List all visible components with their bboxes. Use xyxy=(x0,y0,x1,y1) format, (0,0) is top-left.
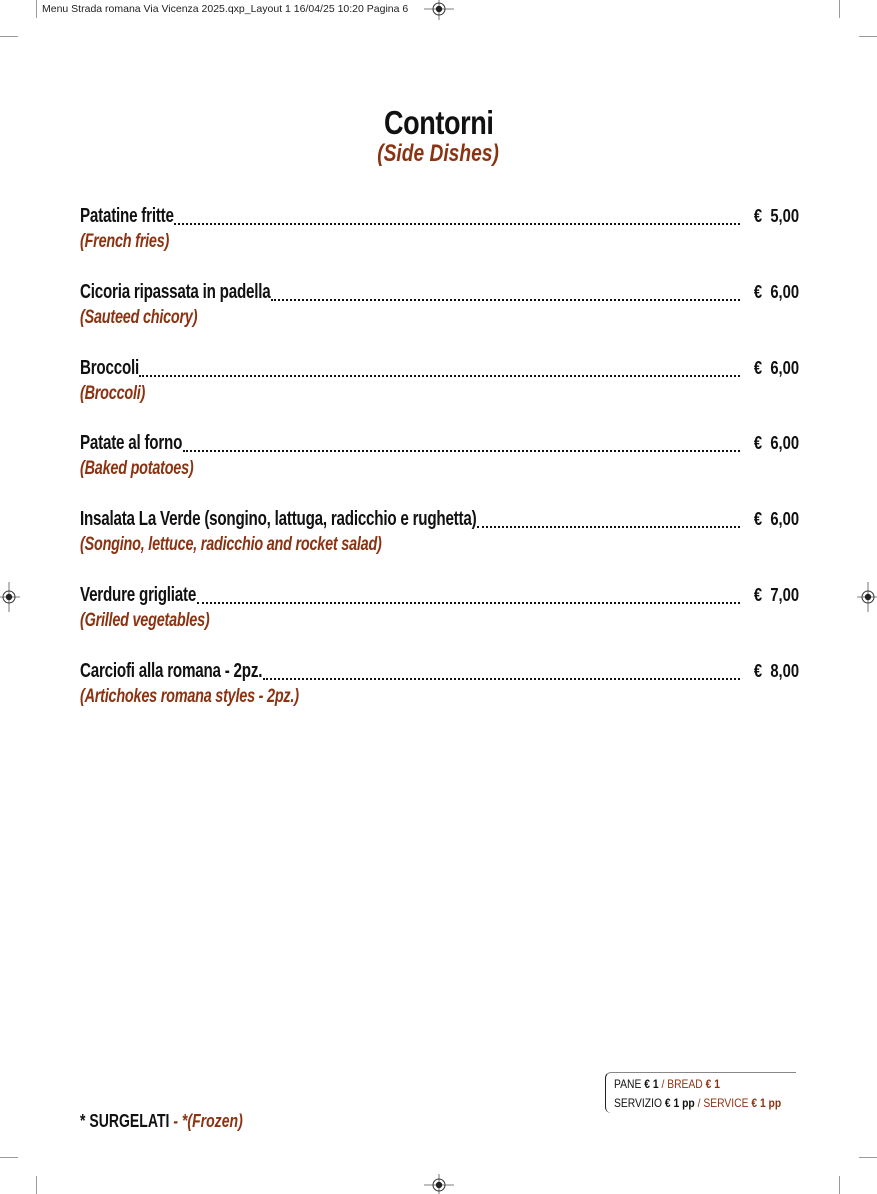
leader-dots xyxy=(174,223,740,225)
leader-dots xyxy=(197,602,740,604)
menu-item xyxy=(80,281,799,357)
page-title: Contorni xyxy=(383,104,494,141)
item-name: Insalata La Verde (songino, lattuga, radicchio e rughetta) xyxy=(80,508,477,531)
leader-dots xyxy=(139,375,740,377)
menu-list xyxy=(80,205,799,736)
item-name: Broccoli xyxy=(80,356,139,379)
item-translation: (Baked potatoes) xyxy=(80,458,194,480)
frozen-note: * SURGELATI - *(Frozen) xyxy=(80,1111,243,1131)
item-name: Patate al forno xyxy=(80,432,183,455)
menu-item xyxy=(80,508,799,584)
registration-mark-left-icon xyxy=(0,582,20,612)
item-translation: (Broccoli) xyxy=(80,382,146,404)
item-price: € 6,00 xyxy=(753,357,799,378)
crop-mark-bottom-left-v xyxy=(36,1176,37,1194)
item-name: Cicoria ripassata in padella xyxy=(80,280,271,303)
registration-mark-bottom-icon xyxy=(424,1174,454,1194)
crop-mark-top-left-h xyxy=(0,36,18,37)
item-name: Patatine fritte xyxy=(80,205,174,227)
leader-dots xyxy=(183,450,740,452)
print-slug: Menu Strada romana Via Vicenza 2025.qxp_Layout 1 16/04/25 10:20 Pagina 6 xyxy=(42,3,409,15)
item-price: € 6,00 xyxy=(753,509,799,530)
leader-dots xyxy=(477,526,740,528)
crop-mark-top-left-v xyxy=(36,0,37,18)
item-translation: (Songino, lettuce, radicchio and rocket salad) xyxy=(80,534,382,556)
item-translation: (Grilled vegetables) xyxy=(80,609,210,631)
item-name: Carciofi alla romana - 2pz. xyxy=(80,659,263,682)
item-name: Verdure grigliate xyxy=(80,583,197,606)
item-translation: (Sauteed chicory) xyxy=(80,306,198,328)
charges-box xyxy=(605,1072,796,1113)
item-price: € 7,00 xyxy=(753,584,799,605)
page-subtitle: (Side Dishes) xyxy=(377,140,500,167)
registration-mark-right-icon xyxy=(857,582,877,612)
menu-item xyxy=(80,584,799,660)
crop-mark-bottom-left-h xyxy=(0,1157,18,1158)
item-price: € 6,00 xyxy=(753,433,799,454)
menu-item xyxy=(80,357,799,433)
item-price: € 5,00 xyxy=(753,206,799,226)
leader-dots xyxy=(263,678,740,680)
menu-item xyxy=(80,432,799,508)
leader-dots xyxy=(271,299,740,301)
item-price: € 6,00 xyxy=(753,281,799,302)
crop-mark-top-right-h xyxy=(859,36,877,37)
crop-mark-bottom-right-v xyxy=(839,1176,840,1194)
crop-mark-bottom-right-h xyxy=(859,1157,877,1158)
menu-item xyxy=(80,205,799,281)
service-charge: SERVIZIO € 1 pp / SERVICE € 1 pp xyxy=(614,1096,782,1110)
section-header xyxy=(0,104,877,168)
item-price: € 8,00 xyxy=(753,660,799,681)
crop-mark-top-right-v xyxy=(839,0,840,18)
registration-mark-top-icon xyxy=(424,0,454,20)
item-translation: (French fries) xyxy=(80,231,170,252)
bread-charge: PANE € 1 / BREAD € 1 xyxy=(614,1077,720,1091)
item-translation: (Artichokes romana styles - 2pz.) xyxy=(80,685,299,707)
menu-item xyxy=(80,660,799,736)
